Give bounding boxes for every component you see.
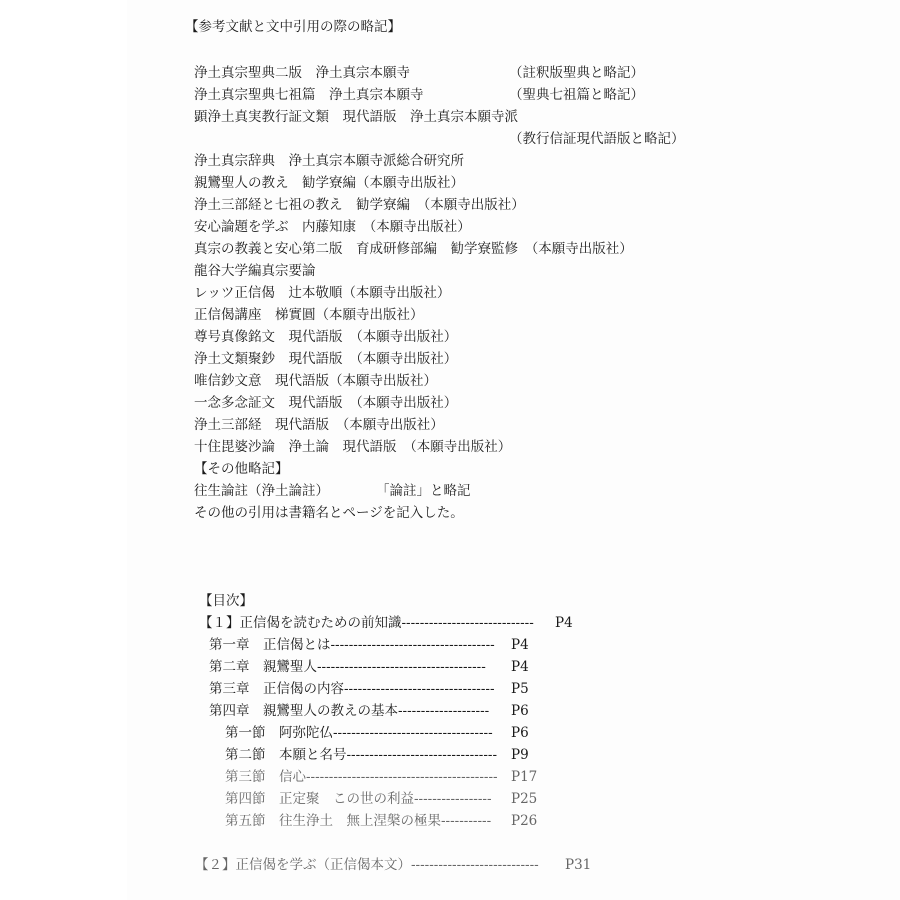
toc-label: 第一節 阿弥陀仏----------------------------------- bbox=[225, 725, 493, 741]
toc-label: 【１】正信偈を読むための前知識----------------------------- bbox=[199, 615, 534, 631]
toc-page: P4 bbox=[511, 659, 529, 675]
toc-label: 第一章 正信偈とは------------------------------------ bbox=[209, 637, 495, 653]
reference-item: 龍谷大学編真宗要論 bbox=[194, 263, 316, 279]
reference-item: 真宗の教義と安心第二版 育成研修部編 勧学寮監修 （本願寺出版社） bbox=[194, 241, 633, 257]
toc-label: 【２】正信偈を学ぶ（正信偈本文）---------------------------- bbox=[195, 857, 539, 873]
reference-note: （註釈版聖典と略記） bbox=[509, 65, 644, 81]
toc-label: 第二章 親鸞聖人------------------------------------- bbox=[209, 659, 486, 675]
document-page bbox=[127, 0, 900, 900]
toc-page: P26 bbox=[511, 813, 538, 829]
reference-item: 一念多念証文 現代語版 （本願寺出版社） bbox=[194, 395, 458, 411]
other-abbrev-note: 「論註」と略記 bbox=[376, 483, 471, 499]
toc-label: 第二節 本願と名号--------------------------------- bbox=[225, 747, 498, 763]
toc-label: 第三節 信心------------------------------------------ bbox=[225, 769, 498, 785]
reference-item: 十住毘婆沙論 浄土論 現代語版 （本願寺出版社） bbox=[194, 439, 512, 455]
reference-item: 唯信鈔文意 現代語版（本願寺出版社） bbox=[194, 373, 437, 389]
reference-item: 安心論題を学ぶ 内藤知康 （本願寺出版社） bbox=[194, 219, 471, 235]
other-abbrev-title: 往生論註（浄土論註） bbox=[194, 483, 329, 499]
toc-page: P25 bbox=[511, 791, 538, 807]
toc-page: P9 bbox=[511, 747, 529, 763]
toc-page: P17 bbox=[511, 769, 538, 785]
toc-page: P6 bbox=[511, 725, 529, 741]
toc-page: P4 bbox=[555, 615, 573, 631]
toc-heading: 【目次】 bbox=[199, 593, 253, 609]
reference-note: （聖典七祖篇と略記） bbox=[509, 87, 644, 103]
toc-label: 第五節 往生浄土 無上涅槃の極果----------- bbox=[225, 813, 492, 829]
reference-item: 浄土三部経 現代語版 （本願寺出版社） bbox=[194, 417, 444, 433]
toc-label: 第四章 親鸞聖人の教えの基本-------------------- bbox=[209, 703, 490, 719]
reference-title: 浄土真宗聖典七祖篇 浄土真宗本願寺 bbox=[194, 87, 424, 103]
reference-title: 顕浄土真実教行証文類 現代語版 浄土真宗本願寺派 bbox=[194, 109, 518, 125]
reference-item: 親鸞聖人の教え 勧学寮編（本願寺出版社） bbox=[194, 175, 464, 191]
toc-page: P31 bbox=[565, 857, 592, 873]
toc-page: P4 bbox=[511, 637, 529, 653]
other-abbrev-heading: 【その他略記】 bbox=[194, 461, 289, 477]
reference-item: レッツ正信偈 辻本敬順（本願寺出版社） bbox=[194, 285, 451, 301]
reference-note: （教行信証現代語版と略記） bbox=[509, 131, 685, 147]
reference-item: 尊号真像銘文 現代語版 （本願寺出版社） bbox=[194, 329, 458, 345]
other-abbrev-note-line: その他の引用は書籍名とページを記入した。 bbox=[194, 505, 464, 521]
references-heading: 【参考文献と文中引用の際の略記】 bbox=[185, 19, 401, 35]
toc-page: P5 bbox=[511, 681, 529, 697]
reference-item: 浄土真宗辞典 浄土真宗本願寺派総合研究所 bbox=[194, 153, 464, 169]
toc-label: 第三章 正信偈の内容--------------------------------- bbox=[209, 681, 495, 697]
toc-page: P6 bbox=[511, 703, 529, 719]
reference-title: 浄土真宗聖典二版 浄土真宗本願寺 bbox=[194, 65, 410, 81]
toc-label: 第四節 正定聚 この世の利益----------------- bbox=[225, 791, 492, 807]
reference-item: 浄土文類聚鈔 現代語版 （本願寺出版社） bbox=[194, 351, 458, 367]
reference-item: 正信偈講座 梯實圓（本願寺出版社） bbox=[194, 307, 424, 323]
reference-item: 浄土三部経と七祖の教え 勧学寮編 （本願寺出版社） bbox=[194, 197, 525, 213]
